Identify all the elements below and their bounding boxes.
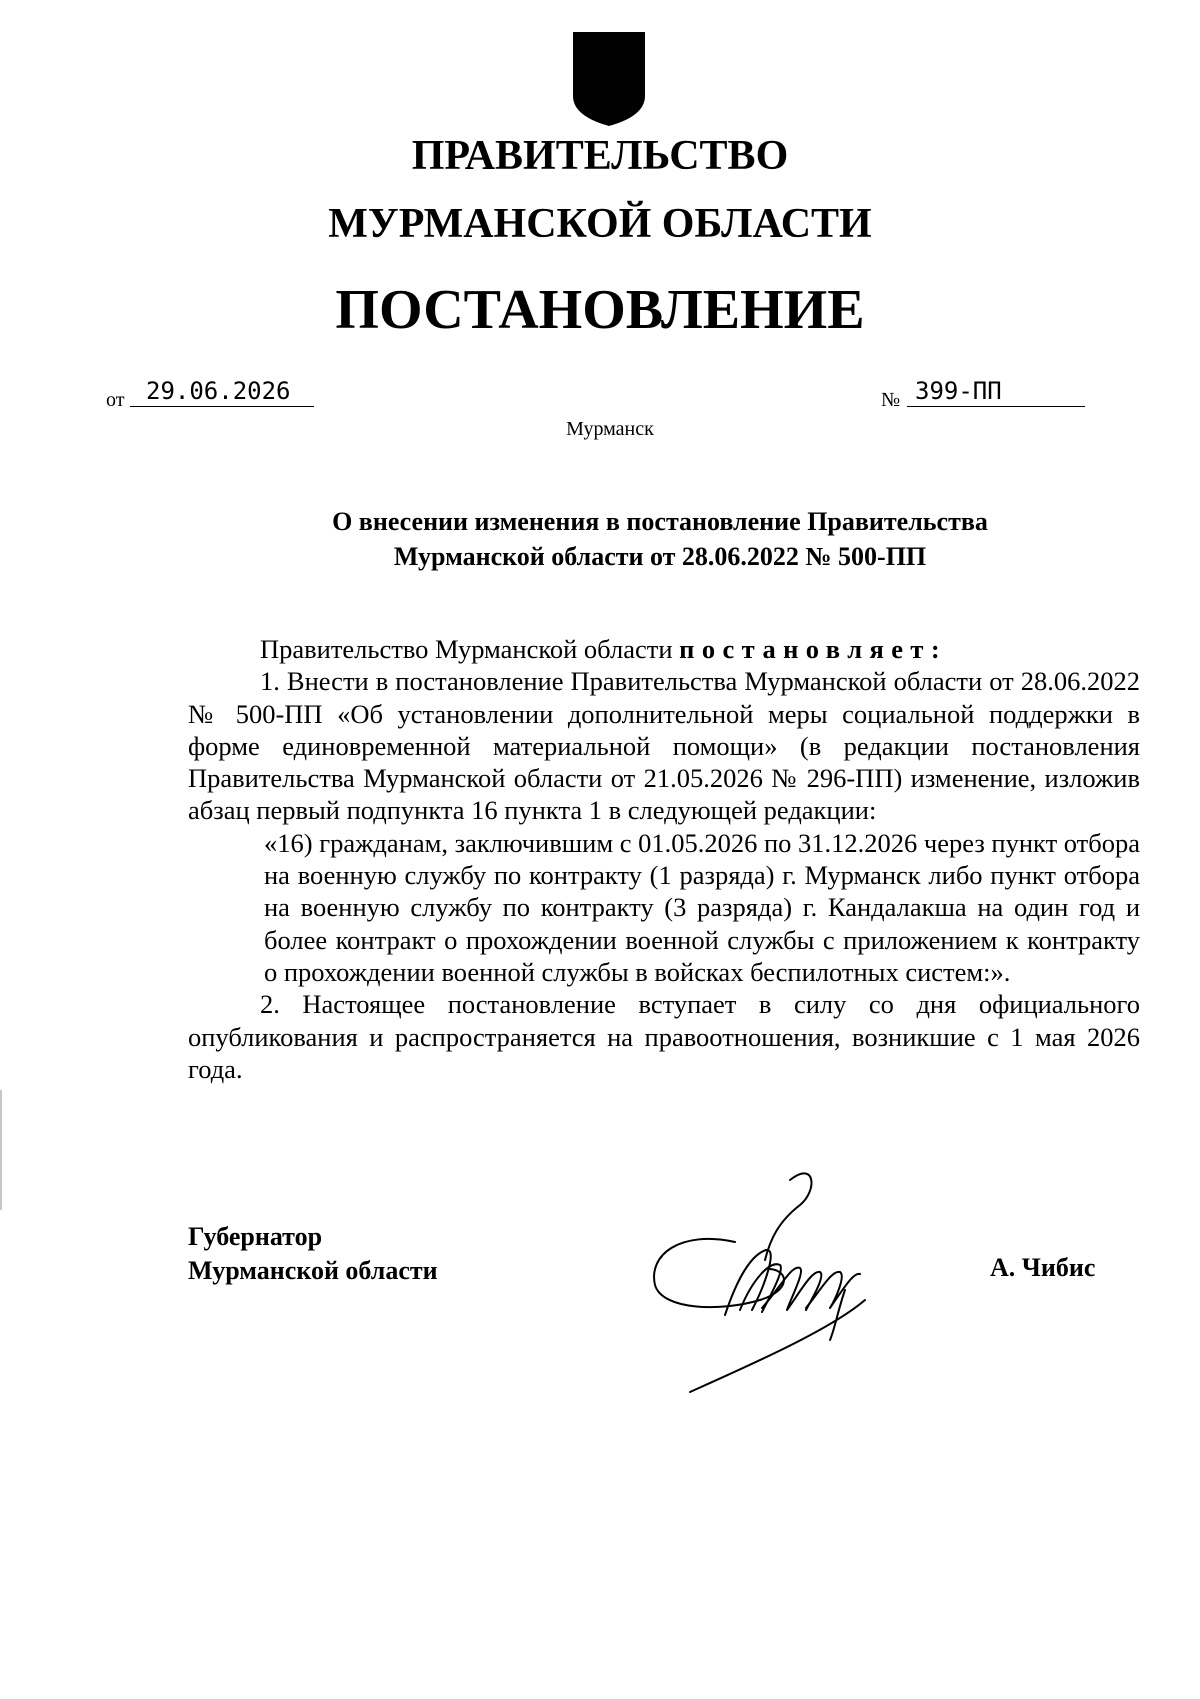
signatory-title-line-1: Губернатор <box>188 1222 323 1251</box>
signatory-name: А. Чибис <box>990 1253 1096 1282</box>
preamble-text: Правительство Мурманской области <box>260 634 680 664</box>
document-number: 399-ПП <box>907 376 1085 407</box>
item-1-quoted-text: «16) гражданам, заключившим с 01.05.2026 по 31.12.2026 через пункт отбора на военную службу по контракту (1 разряда) г. Мурманск либо пункт отбора на военную службу по контракту (3 разряда) г. Кандалакша на один год и более контракт о прохождении военной службы с приложением к контракту о прохождении военной службы в войсках беспилотных систем:». <box>264 827 1141 987</box>
subject-line-1: О внесении изменения в постановление Правительства <box>332 507 988 536</box>
document-body <box>188 633 1140 1085</box>
document-date: 29.06.2026 <box>130 376 314 407</box>
number-label: № <box>881 389 901 411</box>
date-label: от <box>106 389 125 411</box>
document-type-title: ПОСТАНОВЛЕНИЕ <box>335 279 865 341</box>
item-2: 2. Настоящее постановление вступает в силу со дня официального опубликования и распространяется на правоотношения, возникшие с 1 мая 2026 года. <box>188 989 1140 1084</box>
signatory-title <box>188 1220 438 1288</box>
government-title-line-2: МУРМАНСКОЙ ОБЛАСТИ <box>328 201 872 247</box>
document-subject <box>260 504 1060 574</box>
subject-line-2: Мурманской области от 28.06.2022 № 500-ПП <box>393 542 927 571</box>
coat-of-arms-icon <box>571 30 647 128</box>
handwritten-signature <box>640 1160 910 1405</box>
preamble-decree-word: постановляет: <box>679 634 948 664</box>
city: Мурманск <box>566 418 654 440</box>
item-1: 1. Внести в постановление Правительства Мурманской области от 28.06.2022 № 500-ПП «Об установлении дополнительной меры социальной поддержки в форме единовременной материальной помощи» (в редакции постановления Правительства Мурманской области от 21.05.2026 № 296-ПП) изменение, изложив абзац первый подпункта 16 пункта 1 в следующей редакции: <box>188 666 1140 826</box>
scan-edge-mark <box>0 1090 2 1210</box>
preamble <box>188 633 1140 665</box>
government-title-line-1: ПРАВИТЕЛЬСТВО <box>411 133 789 179</box>
signatory-title-line-2: Мурманской области <box>188 1256 438 1285</box>
